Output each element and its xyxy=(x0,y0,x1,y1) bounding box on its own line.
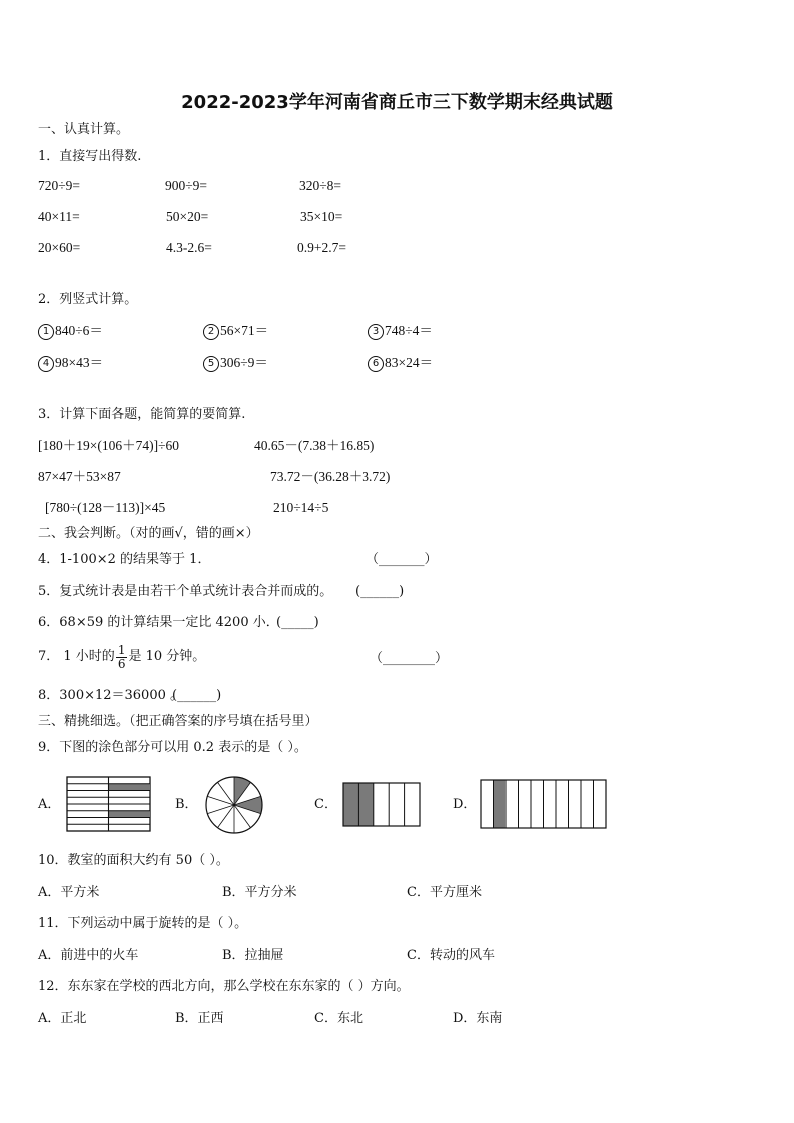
calc-item: 35×10= xyxy=(300,209,343,224)
expression-item: 40.65－(7.38＋16.85) xyxy=(254,438,375,453)
vertical-calc-item: 6 83×24＝ xyxy=(368,355,433,372)
option-label[interactable]: A．平方米 xyxy=(38,885,100,900)
expression-item: 210÷14÷5 xyxy=(273,500,329,515)
judgment-question: 6．68×59 的计算结果一定比 4200 小． xyxy=(38,615,279,630)
figure-c-bars xyxy=(342,782,422,827)
expression-item: [780÷(128－113)]×45 xyxy=(45,500,166,515)
option-label[interactable]: D．东南 xyxy=(453,1011,503,1026)
calc-item: 50×20= xyxy=(166,209,209,224)
judgment-question: 8．300×12＝36000 。 xyxy=(38,688,184,703)
vertical-calc-item: 5 306÷9＝ xyxy=(203,355,268,372)
option-label[interactable]: B．平方分米 xyxy=(222,885,297,900)
expression-item: 73.72－(36.28＋3.72) xyxy=(270,469,391,484)
calc-item: 40×11= xyxy=(38,209,80,224)
section-heading: 三、精挑细选。（把正确答案的序号填在括号里） xyxy=(38,714,318,729)
section-heading: 一、认真计算。 xyxy=(38,122,130,137)
calc-item: 4.3-2.6= xyxy=(166,240,212,255)
vertical-calc-item: 3 748÷4＝ xyxy=(368,323,433,340)
expression-item: [180＋19×(106＋74)]÷60 xyxy=(38,438,180,453)
question-label: 3．计算下面各题，能简算的要简算. xyxy=(38,407,246,422)
circled-number: 6 xyxy=(368,356,384,372)
circled-number: 1 xyxy=(38,324,54,340)
option-label[interactable]: A．前进中的火车 xyxy=(38,948,139,963)
fraction: $\frac{1}{6}$ xyxy=(117,642,126,671)
option-label[interactable]: B．拉抽屉 xyxy=(222,948,284,963)
choice-question: 9．下图的涂色部分可以用 0.2 表示的是（ ）。 xyxy=(38,740,307,755)
calc-item: 900÷9= xyxy=(165,178,208,193)
answer-blank[interactable]: (______) xyxy=(355,584,405,599)
vertical-calc-item: 1 840÷6＝ xyxy=(38,323,103,340)
calc-item: 320÷8= xyxy=(299,178,342,193)
circled-number: 4 xyxy=(38,356,54,372)
vertical-calc-item: 4 98×43＝ xyxy=(38,355,103,372)
vertical-calc-item: 2 56×71＝ xyxy=(203,323,268,340)
figure-b-circle xyxy=(204,775,264,835)
option-label[interactable]: C． xyxy=(314,797,337,812)
option-label[interactable]: B．正西 xyxy=(175,1011,224,1026)
answer-blank[interactable]: （________） xyxy=(370,651,449,666)
calc-item: 0.9+2.7= xyxy=(297,240,346,255)
page-title: 2022-2023学年河南省商丘市三下数学期末经典试题 xyxy=(181,92,613,113)
option-label[interactable]: C．平方厘米 xyxy=(407,885,482,900)
option-label[interactable]: C．转动的风车 xyxy=(407,948,495,963)
question-label: 1．直接写出得数. xyxy=(38,149,142,164)
judgment-question: 5．复式统计表是由若干个单式统计表合并而成的。 xyxy=(38,584,333,599)
figure-d-bars xyxy=(480,779,607,829)
option-label[interactable]: D． xyxy=(453,797,477,812)
choice-question: 12．东东家在学校的西北方向，那么学校在东东家的（ ）方向。 xyxy=(38,979,410,994)
judgment-question: 7． 1 小时的 $\frac{1}{6}$ 是 10 分钟。 xyxy=(38,642,206,671)
section-heading: 二、我会判断。（对的画√，错的画×） xyxy=(38,526,259,541)
circled-number: 5 xyxy=(203,356,219,372)
answer-blank[interactable]: (______) xyxy=(172,688,222,703)
calc-item: 720÷9= xyxy=(38,178,81,193)
option-label[interactable]: A．正北 xyxy=(38,1011,87,1026)
option-label[interactable]: A． xyxy=(38,797,61,812)
circled-number: 2 xyxy=(203,324,219,340)
expression-item: 87×47＋53×87 xyxy=(38,469,121,484)
question-label: 2．列竖式计算。 xyxy=(38,292,138,307)
answer-blank[interactable]: (_____) xyxy=(276,615,319,630)
circled-number: 3 xyxy=(368,324,384,340)
calc-item: 20×60= xyxy=(38,240,81,255)
judgment-question: 4．1-100×2 的结果等于 1． xyxy=(38,552,211,567)
choice-question: 10．教室的面积大约有 50（ ）。 xyxy=(38,853,229,868)
answer-blank[interactable]: （_______） xyxy=(366,552,438,567)
choice-question: 11．下列运动中属于旋转的是（ ）。 xyxy=(38,916,248,931)
option-label[interactable]: C．东北 xyxy=(314,1011,363,1026)
option-label[interactable]: B． xyxy=(175,797,198,812)
figure-a-grid xyxy=(66,776,152,832)
